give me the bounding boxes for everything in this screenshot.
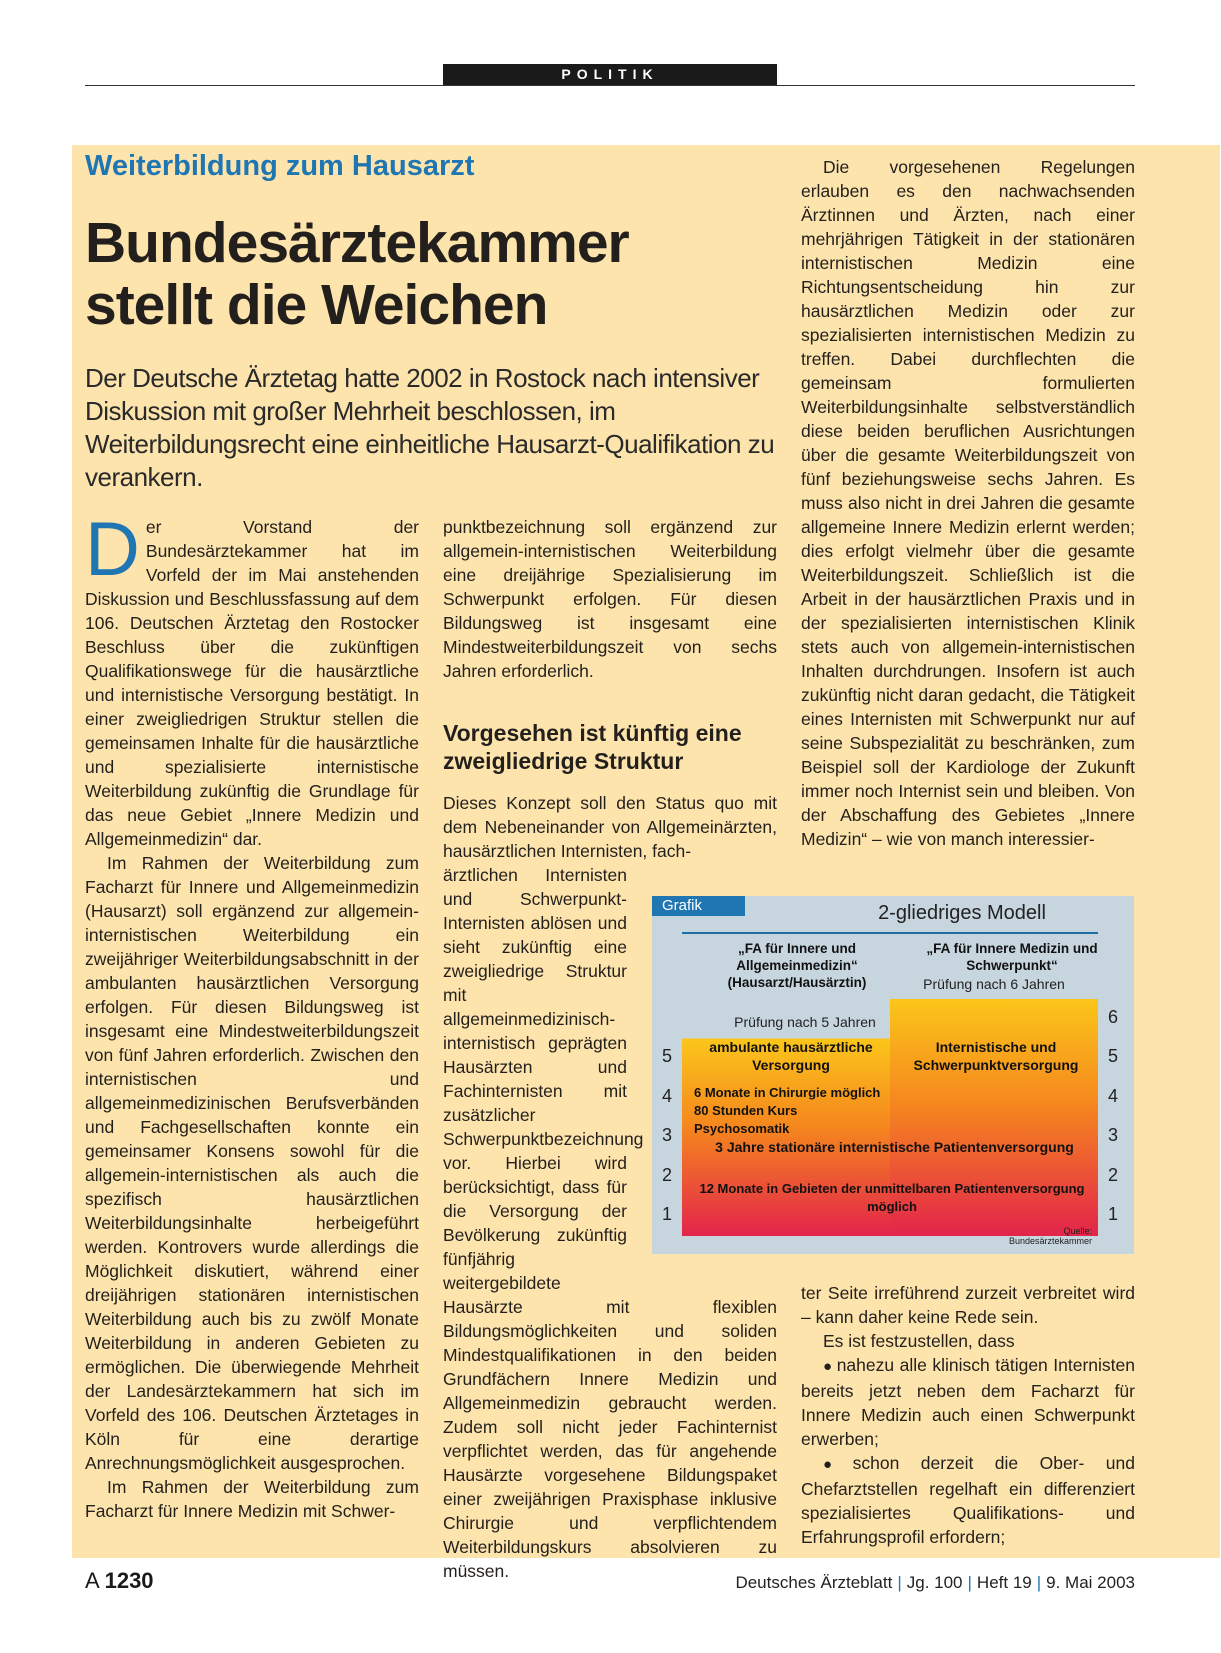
section-label: POLITIK bbox=[443, 64, 777, 85]
paragraph: Die vorgesehenen Regelungen erlauben es den nachwachsenden Ärztinnen und Ärzten, nach einer mehrjährigen Tätigkeit in der stationären internistischen Medizin eine Richtungsentscheidung hin zur hausärztlichen Medizin oder zur spezialisierten internistischen Medizin zu treffen. Dabei durchflechten die gemeinsam formulierten Weiterbildungsinhalte selbstverständlich diese beiden beruflichen Ausrichtungen über die gesamte Weiterbildungszeit von fünf beziehungsweise sechs Jahren. Es muss also nicht in drei Jahren die gesamte allgemeine Innere Medizin erlernt werden; dies erfolgt vielmehr über die gesamte Weiterbildungszeit. Schließlich ist die Arbeit in der hausärztlichen Praxis und in der spezialisierten internistischen Klinik stets auch von allgemein-internistischen Inhalten durchdrungen. Insofern ist auch zukünftig nicht daran gedacht, die Tätigkeit eines Internisten mit Schwerpunkt nur auf seine Subspezialität zu beschränken, zum Beispiel soll der Kardiologe der Zukunft immer noch Internist sein und bleiben. Von der Abschaffung des Gebietes „Innere Medizin“ – wie von manch interessier- bbox=[801, 157, 1135, 849]
bullet-item: ● nahezu alle klinisch tätigen Internisten bereits jetzt neben dem Facharzt für Innere Medizin auch einen Schwerpunkt erwerben; bbox=[801, 1353, 1135, 1451]
right-top-label: Internistische und Schwerpunktversorgung bbox=[913, 1039, 1079, 1073]
chart-source: Quelle: Bundesärztekammer bbox=[1008, 1226, 1092, 1246]
column-3-lower bbox=[801, 1281, 1135, 1549]
paragraph-narrow: ärztlichen Internisten und Schwerpunkt-Internisten ablösen und sieht zukünftig eine zweigliedrige Struktur mit allgemeinmedizinisch-internistisch geprägten Hausärzten und Fachinternisten mit zusätzlicher Schwerpunktbezeichnung vor. Hierbei wird berücksichtigt, dass für die Versorgung der Bevölkerung zukünftig fünfjährig weitergebildete bbox=[443, 865, 644, 1293]
column-1 bbox=[85, 507, 419, 1523]
paragraph: Es ist festzustellen, dass bbox=[823, 1331, 1015, 1351]
subheading: Vorgesehen ist künftig eine zweigliedrige Struktur bbox=[443, 720, 742, 774]
chart-tag: Grafik bbox=[652, 896, 745, 916]
paragraph: Hausärzte mit flexiblen Bildungsmöglichkeiten und soliden Mindestqualifikationen in den beiden Grundfächern Innere Medizin und Allgemeinmedizin gebraucht werden. Zudem soll nicht jeder Fachinternist verpflichtet werden, das für angehende Hausärzte vorgesehene Bildungspaket einer zweijährigen Praxisphase inklusive Chirurgie und verpflichtendem Weiterbildungskurs absolvieren zu müssen. bbox=[443, 1297, 777, 1581]
y-tick-label: 1 bbox=[662, 1204, 673, 1225]
y-tick-label: 1 bbox=[1108, 1204, 1119, 1225]
left-column-heading: „FA für Innere und Allgemeinmedizin“ (Hausarzt/Hausärztin) bbox=[727, 941, 867, 990]
y-tick-label: 4 bbox=[662, 1085, 673, 1106]
right-exam-label: Prüfung nach 6 Jahren bbox=[923, 976, 1065, 992]
left-note: 6 Monate in Chirurgie möglich 80 Stunden Kurs Psychosomatik bbox=[694, 1085, 881, 1136]
headline bbox=[85, 212, 785, 336]
chart-title: 2-gliedriges Modell bbox=[878, 902, 1046, 924]
page-number: A 1230 bbox=[85, 1568, 154, 1593]
journal-name: Deutsches Ärzteblatt bbox=[735, 1573, 893, 1592]
paragraph: Der Vorstand der Bundesärztekammer hat im Vorfeld der im Mai anstehenden Diskussion und Beschlussfassung auf dem 106. Deutschen Ärztetag den Rostocker Beschluss über die zukünftigen Qualifikationswege für die hausärztliche und internistische Versorgung bestätigt. In einer zweigliedrigen Struktur stellen die gemeinsamen Inhalte für die hausärztliche und spezialisierte internistische Weiterbildung zukünftig die Grundlage für das neue Gebiet „Innere Medizin und Allgemeinmedizin“ dar. bbox=[85, 507, 419, 849]
top-rule bbox=[85, 85, 1135, 86]
bottom-label: 12 Monate in Gebieten der unmittelbaren Patientenversorgung möglich bbox=[699, 1181, 1085, 1214]
paragraph: Im Rahmen der Weiterbildung zum Facharzt für Innere und Allgemeinmedizin (Hausarzt) soll ergänzend zur allgemein-internistischen Weiterbildung ein zweijähriger Weiterbildungsabschnitt in der ambulanten hausärztlichen Versorgung erfolgen. Für diesen Bildungsweg ist insgesamt eine Mindestweiterbildungszeit von fünf Jahren erforderlich. Zwischen den internistischen und allgemeinmedizinischen Berufsverbänden und Fachgesellschaften konnte ein gemeinsamer Konsens sowohl für die allgemein-internistischen als auch die spezifisch hausärztlichen Weiterbildungsinhalte herbeigeführt werden. Kontrovers wurde allerdings die Möglichkeit diskutiert, während einer dreijährigen stationären internistischen Weiterbildung auch bis zu zwölf Monate Weiterbildung in anderen Gebieten zu ermöglichen. Die überwiegende Mehrheit der Landesärztekammern hat sich im Vorfeld des 106. Deutschen Ärztetages in Köln für eine derartige Anrechnungsmöglichkeit ausgesprochen. bbox=[85, 853, 419, 1473]
paragraph: Im Rahmen der Weiterbildung zum Facharzt für Innere Medizin mit Schwer- bbox=[85, 1477, 419, 1521]
paragraph: Dieses Konzept soll den Status quo mit dem Nebeneinander von Allgemeinärzten, hausärztlichen Internisten, fach- bbox=[443, 793, 777, 861]
y-tick-label: 3 bbox=[1108, 1125, 1119, 1146]
paragraph: punktbezeichnung soll ergänzend zur allgemein-internistischen Weiterbildung eine dreijährige Spezialisierung im Schwerpunkt erfolgen. Für diesen Bildungsweg ist insgesamt eine Mindestweiterbildungszeit von sechs Jahren erforderlich. bbox=[443, 517, 777, 681]
drop-cap: D bbox=[85, 507, 140, 592]
y-tick-label: 2 bbox=[1108, 1164, 1119, 1185]
headline-line-2: stellt die Weichen bbox=[85, 273, 548, 337]
y-tick-label: 4 bbox=[1108, 1085, 1119, 1106]
y-tick-label: 3 bbox=[662, 1125, 673, 1146]
kicker: Weiterbildung zum Hausarzt bbox=[85, 150, 475, 182]
bullet-item: ● schon derzeit die Ober- und Chefarztstellen regelhaft ein differenziert spezialisiertes Qualifikations- und Erfahrungsprofil erfordern; bbox=[801, 1451, 1135, 1549]
y-tick-label: 5 bbox=[662, 1046, 673, 1067]
right-column-heading: „FA für Innere Medizin und Schwerpunkt“ bbox=[926, 941, 1098, 973]
y-tick-label: 2 bbox=[662, 1164, 673, 1185]
issue-date: 9. Mai 2003 bbox=[1046, 1573, 1135, 1592]
y-tick-label: 5 bbox=[1108, 1046, 1119, 1067]
column-3 bbox=[801, 155, 1135, 851]
y-tick-label: 6 bbox=[1108, 1006, 1119, 1027]
lead-paragraph: Der Deutsche Ärztetag hatte 2002 in Rostock nach intensiver Diskussion mit großer Mehrheit beschlossen, im Weiterbildungsrecht eine einheitliche Hausarzt-Qualifikation zu verankern. bbox=[85, 363, 775, 492]
middle-label: 3 Jahre stationäre internistische Patientenversorgung bbox=[715, 1139, 1074, 1155]
issue: Heft 19 bbox=[976, 1573, 1032, 1592]
left-exam-label: Prüfung nach 5 Jahren bbox=[734, 1014, 876, 1030]
chart-graphic bbox=[652, 896, 1134, 1254]
journal-footer: Deutsches Ärzteblatt | Jg. 100 | Heft 19 | 9. Mai 2003 bbox=[735, 1573, 1135, 1592]
left-top-label: ambulante hausärztliche Versorgung bbox=[709, 1039, 873, 1073]
headline-line-1: Bundesärztekammer bbox=[85, 211, 629, 275]
volume: Jg. 100 bbox=[906, 1573, 963, 1592]
paragraph: ter Seite irreführend zurzeit verbreitet wird – kann daher keine Rede sein. bbox=[801, 1283, 1135, 1327]
